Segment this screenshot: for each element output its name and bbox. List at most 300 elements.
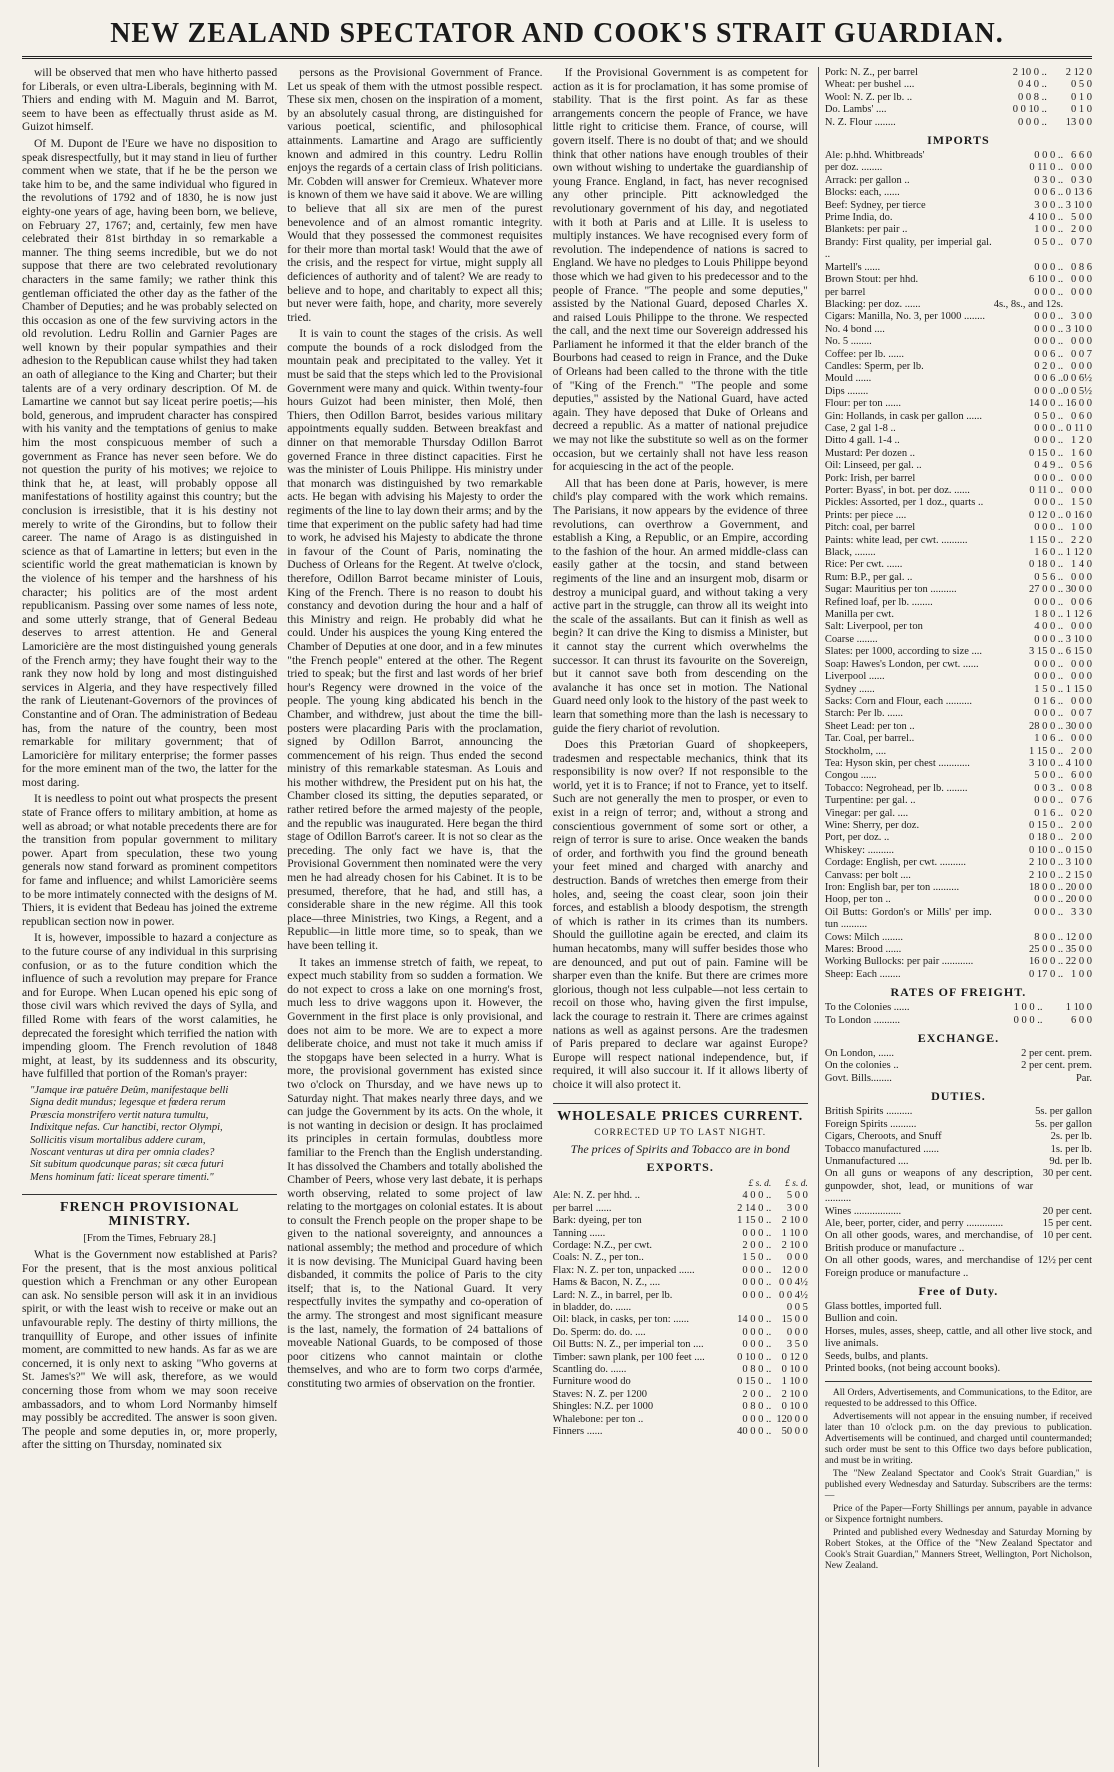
import-price-row [825,956,1092,968]
import-price-row-value: 0 8 6 [1071,261,1092,273]
import-price-row-label: Sheet Lead: per ton .. [824,720,915,732]
exchange-row [825,1073,1092,1085]
import-price-row-value: 6 6 0 [1071,150,1092,162]
column-3 [553,67,808,1767]
import-price-row-value: 0 0 0 .. [1034,708,1064,720]
export-price-row-value: 0 0 4½ [778,1277,808,1289]
import-price-row-value: 0 1 6 .. [1034,695,1064,707]
import-price-row-label: Salt: Liverpool, per ton [824,621,923,633]
import-price-row-value: 0 15 0 .. [1029,819,1064,831]
export-price-row-label: in bladder, do. ...... [552,1301,632,1313]
import-price-row-value: 0 0 0 .. [1034,261,1064,273]
import-price-row-value: 3 10 0 [1065,857,1092,869]
import-price-row-value: 0 0 0 .. [1034,385,1064,397]
duty-row-value: 1s. per lb. [1050,1143,1092,1155]
import-price-row [825,448,1092,460]
duty-row [825,1156,1092,1168]
import-price-row-value: 0 0 0 .. [1034,286,1064,298]
import-price-row-value: 0 0 5½ [1063,385,1092,397]
export-price-row [825,104,1092,116]
export-price-row-value: 0 1 0 [1071,104,1092,116]
export-price-row-value: 0 0 0 .. [742,1413,772,1425]
import-price-row-value: 0 17 0 .. [1029,968,1064,980]
import-price-row [825,336,1092,348]
import-price-row [825,696,1092,708]
export-price-row-value: 50 0 0 [781,1426,808,1438]
import-price-row-value: 18 0 0 .. [1029,882,1064,893]
import-price-row-value: 0 2 0 [1071,807,1092,819]
export-price-row [553,1314,808,1326]
import-price-row-value: 0 0 0 .. [1034,472,1064,484]
import-price-row-value: 27 0 0 .. [1029,584,1064,596]
freight-row-label: To the Colonies ...... [824,1002,910,1014]
publication-note: Printed and published every Wednesday and Saturday Morning by Robert Stokes, at the Office of the "New Zealand Spectator and Cook's Strait Guardian," Manners Street, Wellington, Port Nicholson, New Zealand. [824,1528,1092,1572]
import-price-row-value [1063,299,1092,311]
import-price-row-value: 1 5 0 .. [1034,683,1064,695]
export-price-row-value: 0 4 0 .. [1017,79,1047,91]
duty-row-value: 10 per cent. [1042,1230,1092,1242]
article-paragraph: It is vain to count the stages of the crisis. As well compute the bounds of a rock dislodged from the mountain peak and precipitated to the valley. Yet it must be said that the steps which led to the Provisional Government were many and quick. Within twenty-four hours Guizot had been minister, then Molé, then Thiers, then Odillon Barrot, besides various military appointments equally sudden. Between breakfast and dinner on that memorable Thursday Odillon Barrot governed France in three distinct capacities. First he was the minister of Louis Philippe. His ministry under that monarch was distinguished by two remarkable acts. He began with advising his Majesty to order the regiments of the line to lay down their arms; and by the time that experiment on the public safety had had time to work, he advised his Majesty to abdicate the throne in favour of the Count of Paris, nominating the Duchess of Orleans for the Regent. At twelve o'clock, therefore, Odillon Barrot became minister of Louis, King of the French. There is no reason to doubt his constancy and devotion during the hour and a half of this Ministry and reign. He probably did what he could. Under his auspices the young King entered the Chamber of Deputies at one door, and in a few minutes "the French people" entered at the other. The Regent tried to speak; but the first and last words of her brief hour's Regency were drowned in the voice of the people. The young king abdicated his bench in the Chamber, and withdrew, just about the time the bill-posters were placarding Paris with the proclamation, signed by Odillon Barrot, announcing the commencement of his reign. Thus ended the second ministry of this remarkable statesman. As Louis and his mother withdrew, the President put on his hat, the Chamber closed its sitting, the deputies separated, or rather retired before the armed majesty of the people, and the republic was inaugurated. Here began the third stage of Odillon Barrot's career. It is not so clear as the preceding. The only fact we have is, that the Provisional Government then nominated were the very men he had already chosen for his Cabinet. It is to be presumed, therefore, that he had, and still has, a considerable share in the new régime. All this took place—three Ministries, two Kings, a Regent, and a Republic—in little more time, so to speak, than we have been telling it. [287,328,543,952]
import-price-row [825,200,1092,212]
import-price-row-value: 0 0 0 .. [1034,323,1064,335]
import-price-row-value: 16 0 0 .. [1029,956,1064,968]
duty-row [825,1168,1092,1205]
publication-note: Advertisements will not appear in the ensuing number, if received later than 10 o'clock p.m. on the day previous to publication. Advertisements will be continued, and charged until countermanded; such order must be sent to this Office two days before publication, and must be in writing. [824,1412,1092,1467]
exchange-row-label: On London, ...... [824,1048,894,1060]
duty-row-label: Tobacco manufactured ...... [824,1143,939,1155]
duty-row [825,1206,1092,1218]
import-price-row-value: 0 0 0 .. [1034,311,1064,323]
import-price-row-value: 0 0 0 [1071,485,1092,496]
import-price-row-value: 2 10 0 .. [1029,869,1064,881]
import-price-row-value: 6 10 0 .. [1029,274,1064,286]
import-price-row-value: 0 0 7 [1071,348,1092,360]
publication-note: The "New Zealand Spectator and Cook's Strait Guardian," is published every Wednesday and Saturday. Subscribers are the terms:— [824,1469,1092,1502]
export-price-row-value: 0 5 0 [1071,79,1092,91]
import-price-row-label: Rice: Per cwt. ...... [824,559,903,571]
import-price-row [825,572,1092,584]
import-price-row-value: 16 0 0 [1065,398,1092,410]
duty-row-label: Wines .................. [824,1205,902,1217]
import-price-row-value: 1 15 0 .. [1029,745,1064,757]
export-price-row-value: 120 0 0 [776,1413,808,1425]
import-price-row-label: Soap: Hawes's London, per cwt. ...... [824,658,979,670]
import-price-row-value: 4s., 8s., and 12s. [993,298,1064,310]
import-price-row-value: 0 11 0 .. [1029,162,1064,174]
import-price-row-value: 0 0 3 .. [1034,782,1064,794]
export-price-row-label: Shingles: N.Z. per 1000 [552,1401,654,1413]
freight-row-value: 6 0 0 [1071,1014,1092,1026]
import-price-row [825,870,1092,882]
import-price-row-label: Working Bullocks: per pair ............ [824,956,974,968]
freight-row [825,1002,1092,1014]
import-price-row-value: 2 0 0 [1071,745,1092,757]
col-header-low: £ s. d. [748,1178,772,1189]
column-4 [818,67,1092,1767]
import-price-row-label: Tea: Hyson skin, per chest ............ [824,757,970,769]
import-price-row-value: 0 0 0 [1071,658,1092,670]
import-price-row-value: 0 0 6 .. [1034,348,1064,360]
import-price-row-value: 2 2 0 [1071,534,1092,546]
export-price-row-value: 0 1 0 [1071,91,1092,103]
export-price-row-value: 4 0 0 .. [742,1190,772,1202]
import-price-row-value: 0 0 0 [1071,733,1092,745]
import-price-row-value: 0 0 0 .. [1034,422,1064,434]
duty-row [825,1131,1092,1143]
import-price-row-label: No. 4 bond .... [824,323,885,335]
import-price-row-label: Starch: Per lb. ...... [824,708,903,720]
import-price-row-value: 0 0 0 .. [1034,906,1064,918]
import-price-row-value: 0 18 0 .. [1029,832,1064,844]
export-price-row-label: Ale: N. Z. per hhd. .. [552,1190,641,1202]
import-price-row [825,361,1092,373]
export-price-row-value: 0 0 0 .. [742,1339,772,1351]
export-price-row-value: 0 0 0 .. [742,1326,772,1338]
import-price-row-label: Case, 2 gal 1-8 .. [824,422,896,434]
export-price-row-value: 0 12 0 [781,1351,808,1363]
export-price-row-value: 2 10 0 [781,1388,808,1400]
export-price-row [553,1265,808,1277]
column-1-body [22,67,277,1082]
import-price-row-label: Cows: Milch ........ [824,931,904,943]
import-price-row-value: 0 0 0 [1071,671,1092,683]
export-price-row-label: Wheat: per bushel .... [824,79,915,91]
import-price-row [825,299,1092,311]
import-price-row-value: 0 0 0 [1071,336,1092,348]
import-price-row [825,969,1092,981]
export-price-row-label: Finners ...... [552,1426,603,1438]
import-price-row-value: 1 5 0 [1071,497,1092,509]
import-price-row-value: 0 0 0 .. [1034,894,1064,906]
import-price-row-value: 0 12 0 .. [1029,509,1064,521]
export-price-row-label: Lard: N. Z., in barrel, per lb. [552,1289,673,1301]
freight-row-value: 1 0 0 .. [1013,1002,1043,1014]
import-price-row [825,324,1092,336]
export-price-row [553,1228,808,1240]
import-price-row-value: 0 0 0 .. [1034,497,1064,509]
import-price-row-label: Brandy: First quality, per imperial gal. .. [824,236,992,261]
import-price-row [825,907,1092,932]
export-price-row [553,1302,808,1314]
columns [22,67,1092,1767]
import-price-row-label: Brown Stout: per hhd. [824,274,919,286]
export-price-row-label: Do. Sperm: do. do. .... [552,1326,646,1338]
import-price-row-value: 0 0 8 [1071,782,1092,794]
import-price-row-value: 1 0 0 .. [1034,224,1064,236]
import-price-row-value: 0 0 6 .. [1034,187,1064,199]
import-price-row [825,349,1092,361]
export-price-row [553,1339,808,1351]
import-price-row-label: Ale: p.hhd. Whitbreads' [824,150,925,162]
import-price-row-label: Paints: white lead, per cwt. .......... [824,534,968,546]
export-price-row-label: Pork: N. Z., per barrel [824,67,918,78]
export-price-row-value: 12 0 0 [781,1264,808,1276]
import-price-row [825,882,1092,894]
import-price-row [825,212,1092,224]
import-price-row [825,435,1092,447]
import-price-row-value: 0 7 6 [1071,795,1092,807]
export-price-row-value: 0 10 0 .. [737,1351,772,1363]
column-1 [22,67,277,1767]
import-price-row-label: Mustard: Per dozen .. [824,447,915,459]
import-price-row [825,237,1092,262]
free-item: Horses, mules, asses, sheep, cattle, and all other live stock, and live animals. [824,1325,1092,1350]
import-price-row-value: 1 0 6 .. [1034,733,1064,745]
import-price-row-value: 1 12 6 [1065,609,1092,621]
import-price-row-label: Vinegar: per gal. .... [824,807,909,819]
duty-row-value: 5s. per gallon [1035,1106,1092,1118]
export-price-row-value: 14 0 0 .. [737,1314,772,1326]
export-price-row-value: 2 12 0 [1065,67,1092,78]
import-price-row-value: 0 1 6 .. [1034,807,1064,819]
col-header-high: £ s. d. [785,1178,808,1189]
duty-row [825,1144,1092,1156]
import-price-row-value: 25 0 0 .. [1029,944,1064,956]
import-price-row [825,187,1092,199]
free-item: Bullion and coin. [824,1313,898,1325]
import-price-row-value: 0 0 0 .. [1034,671,1064,683]
free-of-duty-list [825,1301,1092,1375]
import-price-row-value: 1 15 0 [1065,683,1092,695]
import-price-row-label: Blocks: each, ...... [824,187,900,199]
import-price-row [825,373,1092,385]
import-price-row-value: 0 0 0 [1071,360,1092,372]
duty-row-label: Foreign Spirits .......... [824,1118,917,1130]
import-price-row [825,758,1092,770]
export-price-row [553,1290,808,1302]
export-price-row-label: Scantling do. ...... [552,1364,627,1375]
import-price-row-value: 0 0 0 .. [1034,658,1064,670]
import-price-row-value: 0 11 0 .. [1029,485,1064,496]
import-price-row-value: 3 10 0 [1065,199,1092,211]
free-of-duty-heading: Free of Duty. [918,1283,999,1298]
import-price-row-value: 0 15 0 .. [1029,447,1064,459]
exchange-row-value: Par. [1075,1072,1092,1084]
import-price-row-value: 0 0 0 .. [1034,150,1064,162]
exports-table [553,1178,808,1439]
export-price-row-value: 13 0 0 [1065,116,1092,128]
import-price-row [825,721,1092,733]
export-price-row [553,1203,808,1215]
import-price-row [825,423,1092,435]
exports-col-header [553,1178,808,1190]
import-price-row-label: Arrack: per gallon .. [824,174,910,186]
duty-row-label: British Spirits .......... [824,1106,913,1118]
duty-row [825,1255,1092,1280]
column-2 [287,67,542,1767]
export-price-row [553,1426,808,1438]
article-paragraph: It is, however, impossible to hazard a conjecture as to the future course of any individual in this surprising confusion, or as to the future condition which the influence of such a revolution may prepare for France and for Europe. When Lucan opened his epic song of those civil wars which revived the days of Sylla, and filled Rome with fears of the worst calamities, he deprecated the foresight which terrified the nation with impending gloom. The French revolution of 1848 might, at least, by its suddenness and its obscurity, have fulfilled that portion of the Roman's prayer: [22,932,278,1081]
import-price-row [825,820,1092,832]
export-price-row [553,1252,808,1264]
export-price-row [553,1352,808,1364]
import-price-row-value: 0 5 6 [1071,460,1092,472]
import-price-row [825,857,1092,869]
import-price-row-value: 1 0 0 [1071,522,1092,534]
import-price-row-label: Oil Butts: Gordon's or Mills' per imp. tun .......... [824,906,992,931]
import-price-row-value: 28 0 0 .. [1029,720,1064,732]
import-price-row-label: Iron: English bar, per ton .......... [824,882,960,893]
import-price-row-value: 3 0 0 .. [1034,199,1064,211]
import-price-row [825,262,1092,274]
import-price-row-value: 30 0 0 [1065,584,1092,596]
import-price-row-label: Canvass: per bolt .... [824,869,911,881]
export-price-row-value: 0 15 0 .. [737,1376,772,1388]
import-price-row-value: 1 12 0 [1065,547,1092,559]
import-price-row-label: Slates: per 1000, according to size .... [824,646,983,658]
import-price-row [825,175,1092,187]
export-price-row-label: per barrel ...... [552,1202,612,1214]
export-price-row-value: 15 0 0 [781,1314,808,1326]
export-price-row-value: 1 10 0 [781,1227,808,1239]
import-price-row-value: 0 6 0 [1071,410,1092,422]
exchange-row-label: Govt. Bills........ [824,1072,892,1084]
exchange-table [825,1048,1092,1085]
import-price-row-value: 2 10 0 .. [1029,857,1064,869]
import-price-row-label: Cigars: Manilla, No. 3, per 1000 ........ [824,311,985,323]
export-price-row-value: 1 15 0 .. [737,1215,772,1227]
import-price-row-value: 4 10 0 .. [1029,212,1064,224]
export-price-row-label: Timber: sawn plank, per 100 feet .... [552,1351,705,1363]
import-price-row [825,845,1092,857]
column-2-body [287,67,542,1392]
import-price-row-value: 0 10 0 .. [1029,844,1064,856]
import-price-row-label: Coarse ........ [824,633,878,645]
import-price-row-value: 4 10 0 [1065,757,1092,769]
import-price-row-value: 1 6 0 .. [1034,547,1064,559]
duty-row [825,1230,1092,1255]
import-price-row-value: 0 18 0 .. [1029,559,1064,571]
export-price-row-value: 3 5 0 [786,1339,808,1351]
import-price-row-label: Sydney ...... [824,683,875,695]
import-price-row-value: 3 3 0 [1071,906,1092,918]
article-paragraph: It takes an immense stretch of faith, we repeat, to expect much stability from so sudden a formation. We do not expect to cross a lake on one morning's frost, much less to drive waggons upon it. However, the Government in the first place is only provisional, and does not aim to be more. We are to expect a more deliberate choice, and must not take it much amiss if the stopgaps have been selected in a hurry. What is more, the provisional government has existed since two o'clock on Thursday, and we have news up to Saturday night. That makes nearly three days, and we can judge the Government by its acts. On the whole, it is not wanting in decision or design. It has proclaimed its principles in certain formulas, doubtless more familiar to the French than the English understanding. It has dissolved the Chambers and totally abolished the Chamber of Peers, whose very last debate, it is perhaps worth observing, related to some project of law relating to the mortgages on colonial estates. It is about to consult the French people on the proper shape to be given to the national sovereignty, and announces a national assembly; the method and procedure of which it is now devising. The Municipal Guard having been disbanded, it commits the police of Paris to the city itself; that is, to the National Guard. It very respectfully invites the sympathy and co-operation of the army. The strongest and most significant measure is the last, namely, the formation of 24 battalions of moveable National Guards, to be composed of those poor citizens who cannot maintain or clothe themselves, and who are to form two corps d'armée, constituting two armies of observation on the frontier. [287,956,543,1390]
export-price-row [553,1190,808,1202]
duty-row [825,1106,1092,1118]
import-price-row-label: Coffee: per lb. ...... [824,348,904,360]
import-price-row-value: 0 7 0 [1071,236,1092,248]
import-price-row-value: 30 0 0 [1065,720,1092,732]
import-price-row-value: 3 0 0 [1071,311,1092,323]
duty-row-label: On all other goods, wares, and merchandise, of British produce or manufacture .. [824,1230,1034,1254]
duty-row-value: 9d. per lb. [1049,1155,1092,1167]
import-price-row-value: 0 0 0 .. [1034,596,1064,608]
export-price-row-value: 40 0 0 .. [737,1426,772,1438]
duty-row-value: 5s. per gallon [1035,1118,1092,1130]
import-price-row-value: 0 5 0 .. [1034,236,1064,248]
ministry-body [22,1249,277,1453]
import-price-row-label: Tar. Coal, per barrel.. [824,733,915,745]
prices-subtitle: The prices of Spirits and Tobacco are in bond [570,1141,790,1156]
freight-heading: RATES OF FREIGHT. [890,985,1027,1000]
import-price-row-label: Dips ........ [824,385,869,397]
import-price-row-value: 0 0 0 .. [1034,522,1064,534]
duty-row-value: 2s. per lb. [1050,1131,1092,1143]
publication-note: Price of the Paper—Forty Shillings per annum, payable in advance or Sixpence fortnight numbers. [824,1504,1092,1526]
export-price-row-value [732,1302,772,1314]
import-price-row [825,671,1092,683]
export-price-row-value: 0 0 0 [786,1326,808,1338]
export-price-row-value: 0 0 0 .. [742,1227,772,1239]
exchange-row-value: 2 per cent. prem. [1021,1048,1092,1060]
import-price-row [825,708,1092,720]
export-price-row-label: Cordage: N.Z., per cwt. [552,1239,652,1251]
publication-note: All Orders, Advertisements, and Communications, to the Editor, are requested to be addressed to this Office. [824,1388,1092,1410]
export-price-row-label: Oil: black, in casks, per ton: ...... [552,1314,690,1326]
import-price-row-value: 0 0 0 [1071,472,1092,484]
export-price-row-value: 2 10 0 [781,1239,808,1251]
import-price-row [825,559,1092,571]
import-price-row-value: 0 0 6 .. [1034,373,1064,385]
exchange-heading: EXCHANGE. [917,1031,1000,1046]
import-price-row-value: 2 15 0 [1065,869,1092,881]
import-price-row-label: Whiskey: .......... [824,844,894,856]
import-price-row-value: 6 0 0 [1071,770,1092,782]
prices-heading: WHOLESALE PRICES CURRENT. [553,1103,808,1124]
import-price-row-label: Mares: Brood ...... [824,944,902,956]
import-price-row-value: 0 2 0 .. [1034,360,1064,372]
import-price-row-value: 2 0 0 [1071,224,1092,236]
import-price-row-value: 0 16 0 [1065,509,1092,521]
article-paragraph: All that has been done at Paris, however, is mere child's play compared with the work which remains. The Parisians, it now appears by the evidence of three revolutions, can overthrow a Government, and establish a King, a Republic, or an Empire, according to the fashion of the hour. An armed middle-class can easily gather at the tocsin, and stand between regiments of the line and an insurgent mob, disarm or destroy a municipal guard, and without taking a very active part in the struggle, can throw all its weight into the scale of the assailants. But can it finish as well as begin? It can drive the King to dismiss a Minister, but it cannot stay the current which overwhelms the successor. It can thrust its favourite on the Sovereign, but it cannot save both from descending on the avalanche it has once set in motion. The National Guard need only look to the history of the past week to learn that something more than the lash is necessary to guide the fiery chariot of revolution. [552,477,808,735]
export-price-row-value: 0 10 0 [781,1401,808,1413]
import-price-row-value: 0 0 6 [1071,596,1092,608]
export-price-row-value: 0 0 0 .. [1017,116,1047,128]
exchange-row [825,1060,1092,1072]
import-price-row [825,684,1092,696]
import-price-row [825,832,1092,844]
import-price-row-value: 0 4 9 .. [1034,460,1064,472]
import-price-row-label: Sugar: Mauritius per ton .......... [824,584,957,596]
import-price-row-label: No. 5 ........ [824,336,872,348]
export-price-row [553,1414,808,1426]
export-price-row [553,1240,808,1252]
import-price-row [825,659,1092,671]
export-price-row-value: 0 0 0 .. [742,1289,772,1301]
export-price-row-value: 0 0 0 [786,1252,808,1264]
duty-row-value: 30 per cent. [1042,1168,1092,1180]
exports-heading: EXPORTS. [646,1160,714,1175]
export-price-row-label: Coals: N. Z., per ton.. [552,1252,644,1264]
import-price-row [825,411,1092,423]
import-price-row [825,497,1092,509]
import-price-row-value: 6 15 0 [1065,646,1092,658]
export-price-row-label: Tanning ...... [552,1227,606,1239]
import-price-row [825,311,1092,323]
import-price-row-label: Flour: per ton ...... [824,398,901,410]
import-price-row [825,621,1092,633]
freight-row-value: 1 10 0 [1065,1002,1092,1014]
import-price-row [825,485,1092,497]
import-price-row-value: 0 0 6½ [1063,373,1092,385]
duties-heading: DUTIES. [931,1089,986,1104]
export-price-row-label: Wool: N. Z. per lb. .. [824,91,913,103]
export-price-row [553,1401,808,1413]
import-price-row-value: 1 8 0 .. [1034,609,1064,621]
import-price-row-value: 2 0 0 [1071,819,1092,831]
export-price-row-value: 0 0 0 .. [742,1277,772,1289]
import-price-row-value: 35 0 0 [1065,944,1092,956]
import-price-row-value: 1 6 0 [1071,447,1092,459]
import-price-row-value: 0 0 0 .. [1034,795,1064,807]
duty-row-label: On all other goods, wares, and merchandise of Foreign produce or manufacture .. [824,1255,1034,1279]
export-price-row-label: Furniture wood do [552,1376,631,1388]
duty-row-label: On all guns or weapons of any description, gunpowder, shot, lead, or munitions of war .......... [824,1168,1034,1205]
export-price-row [825,79,1092,91]
import-price-row [825,646,1092,658]
import-price-row-value: 0 5 6 .. [1034,571,1064,583]
import-price-row-value: 0 3 0 [1071,174,1092,186]
